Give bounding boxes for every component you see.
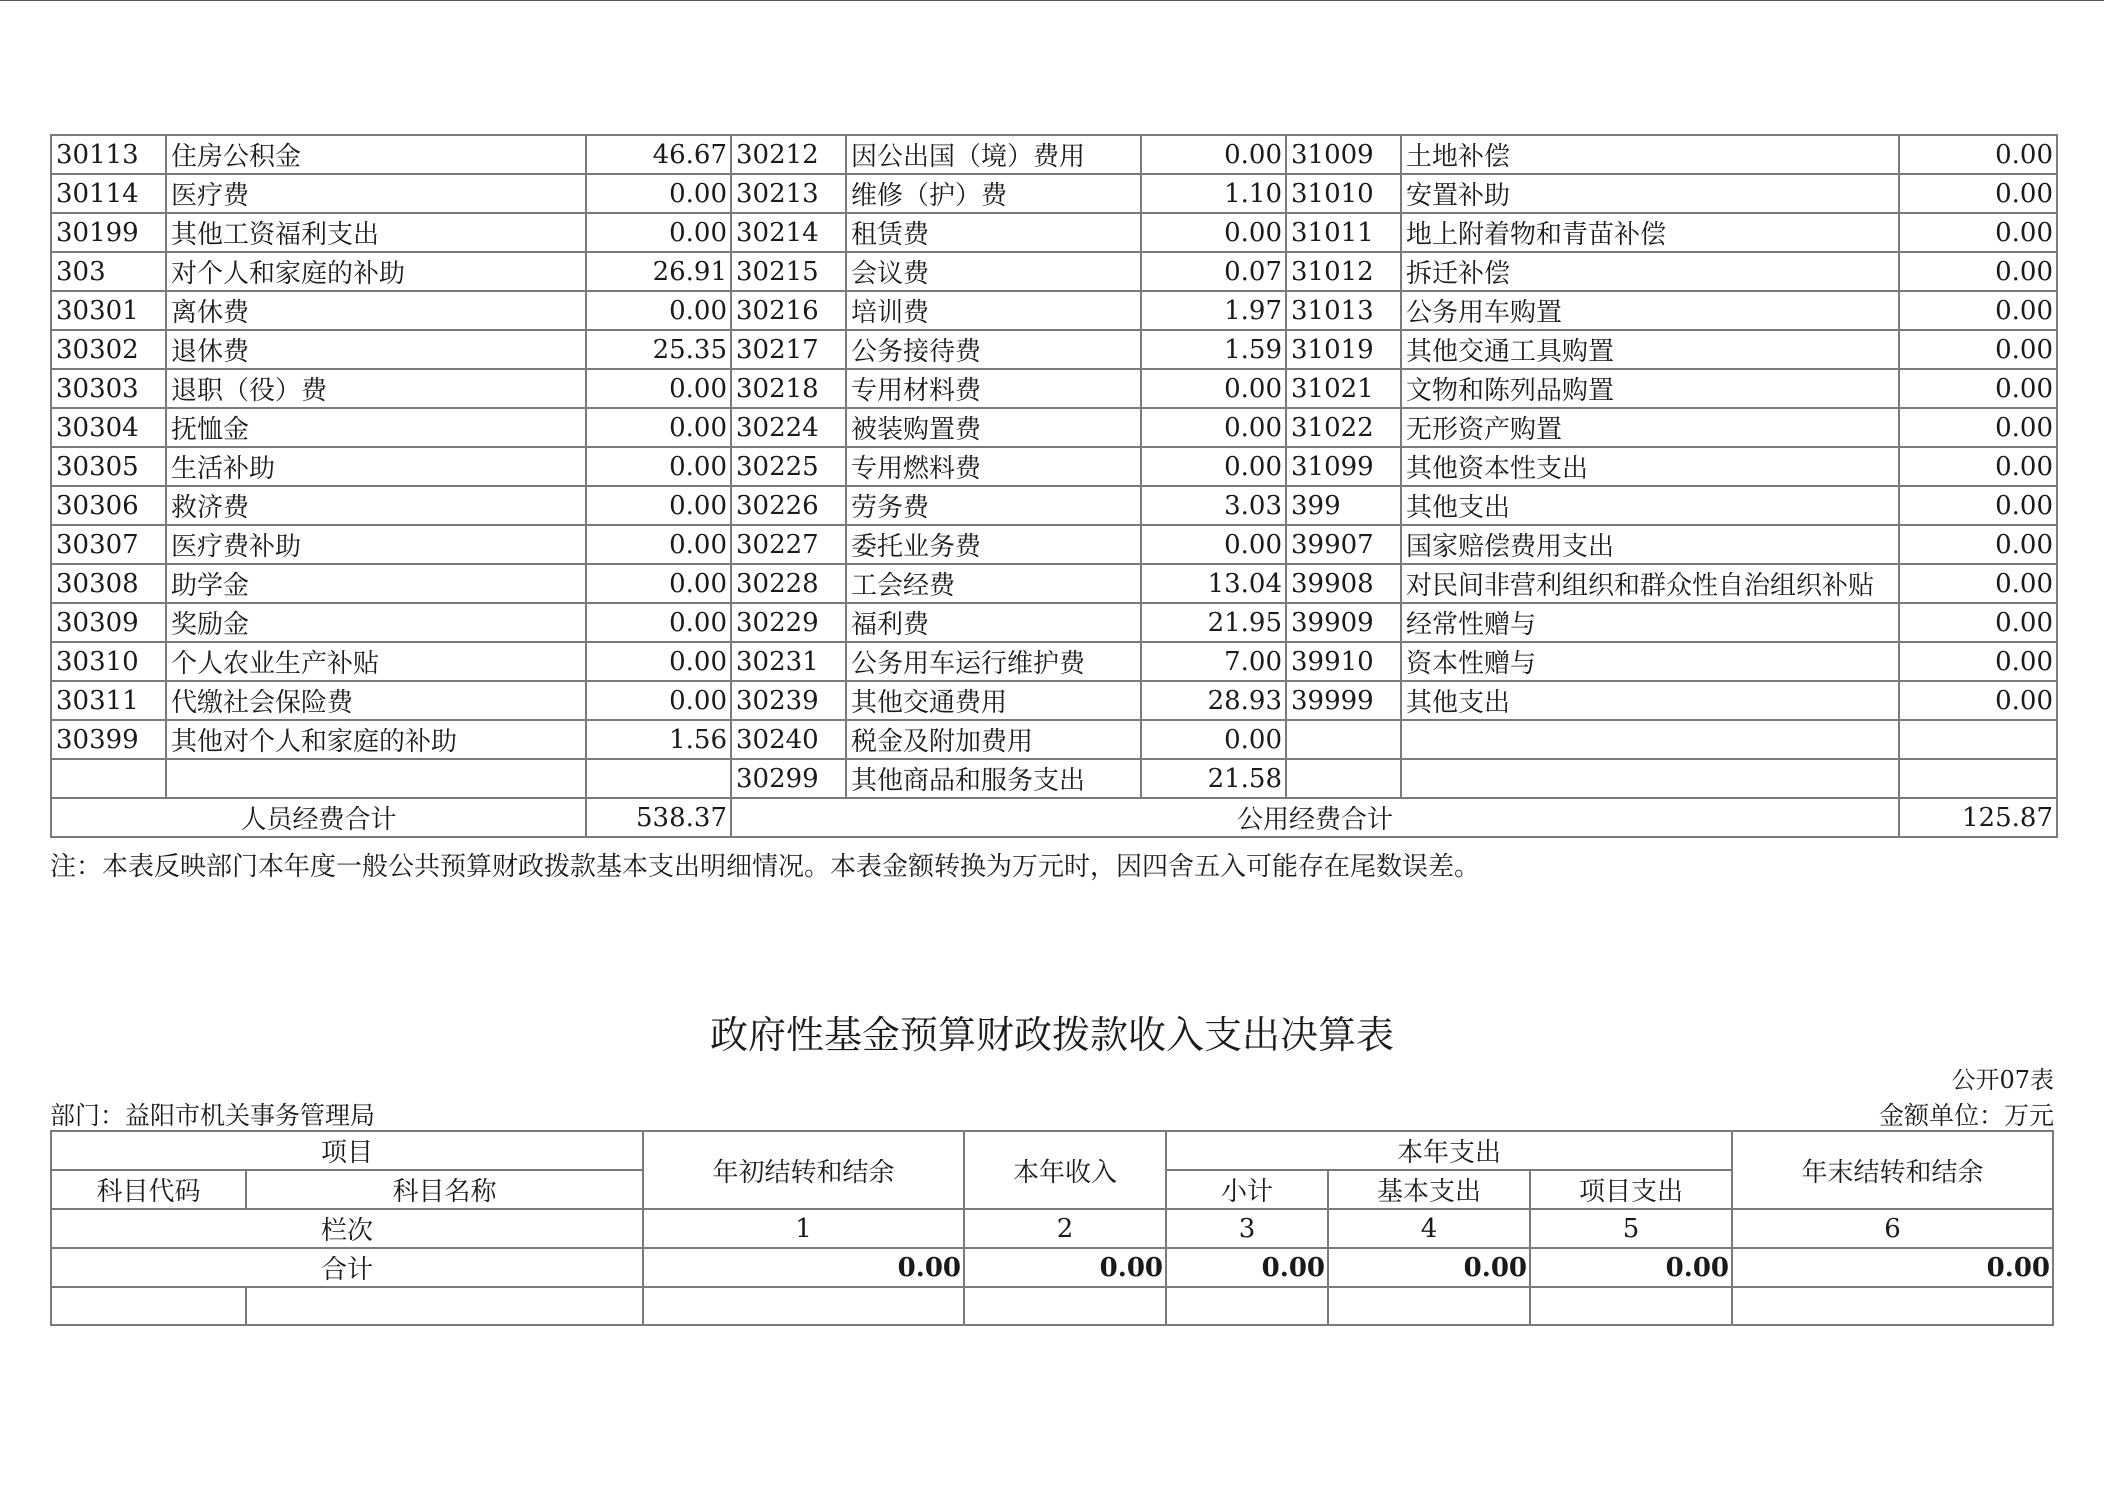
cell-name: 对民间非营利组织和群众性自治组织补贴 — [1401, 564, 1899, 603]
cell-code — [1286, 720, 1401, 759]
header-opening-balance: 年初结转和结余 — [643, 1131, 964, 1209]
header-subtotal: 小计 — [1166, 1170, 1328, 1209]
cell-name: 其他资本性支出 — [1401, 447, 1899, 486]
cell-name: 地上附着物和青苗补偿 — [1401, 213, 1899, 252]
cell-code: 39907 — [1286, 525, 1401, 564]
cell-code: 399 — [1286, 486, 1401, 525]
basic-expense-detail-table — [50, 134, 2058, 838]
cell-amount: 1.10 — [1141, 174, 1286, 213]
table-row — [51, 408, 2057, 447]
cell-code: 31013 — [1286, 291, 1401, 330]
cell-code: 30199 — [51, 213, 166, 252]
cell-amount: 0.00 — [1899, 291, 2057, 330]
cell-code: 30306 — [51, 486, 166, 525]
cell-code: 31019 — [1286, 330, 1401, 369]
cell-amount: 0.00 — [1899, 564, 2057, 603]
cell-code: 30399 — [51, 720, 166, 759]
table-row — [51, 681, 2057, 720]
header-row-1 — [51, 1131, 2053, 1170]
cell-amount: 46.67 — [586, 135, 731, 174]
cell-name: 土地补偿 — [1401, 135, 1899, 174]
empty-row — [51, 1287, 2053, 1325]
header-item: 项目 — [51, 1131, 643, 1170]
cell-name: 其他支出 — [1401, 486, 1899, 525]
cell-name: 奖励金 — [166, 603, 586, 642]
cell-name: 劳务费 — [846, 486, 1141, 525]
cell-code: 30310 — [51, 642, 166, 681]
column-number: 5 — [1530, 1209, 1732, 1248]
cell-amount: 0.00 — [1141, 369, 1286, 408]
header-subject-code: 科目代码 — [51, 1170, 246, 1209]
cell-name: 租赁费 — [846, 213, 1141, 252]
cell-name: 离休费 — [166, 291, 586, 330]
form-number: 公开07表 — [1951, 1066, 2054, 1094]
cell-name: 税金及附加费用 — [846, 720, 1141, 759]
cell-amount: 26.91 — [586, 252, 731, 291]
cell-amount: 0.00 — [586, 408, 731, 447]
cell-name — [1401, 720, 1899, 759]
cell-name: 退休费 — [166, 330, 586, 369]
cell-amount: 0.00 — [1899, 681, 2057, 720]
cell-code: 30215 — [731, 252, 846, 291]
cell-amount: 1.59 — [1141, 330, 1286, 369]
table-row — [51, 525, 2057, 564]
cell-name: 退职（役）费 — [166, 369, 586, 408]
cell-name: 会议费 — [846, 252, 1141, 291]
total-value: 0.00 — [964, 1248, 1166, 1287]
cell-name: 其他交通费用 — [846, 681, 1141, 720]
table-row — [51, 486, 2057, 525]
cell-code: 30114 — [51, 174, 166, 213]
cell-name: 因公出国（境）费用 — [846, 135, 1141, 174]
cell-amount: 0.00 — [1899, 525, 2057, 564]
cell-name: 福利费 — [846, 603, 1141, 642]
cell-amount: 0.00 — [586, 369, 731, 408]
cell-name: 其他商品和服务支出 — [846, 759, 1141, 798]
cell-amount — [1899, 759, 2057, 798]
cell-amount: 0.00 — [1141, 213, 1286, 252]
cell-code: 30225 — [731, 447, 846, 486]
total-label: 合计 — [51, 1248, 643, 1287]
cell-name: 住房公积金 — [166, 135, 586, 174]
cell-code: 39909 — [1286, 603, 1401, 642]
cell-code: 30224 — [731, 408, 846, 447]
cell-amount: 21.95 — [1141, 603, 1286, 642]
total-value: 0.00 — [1530, 1248, 1732, 1287]
cell-code: 30216 — [731, 291, 846, 330]
totals-row — [51, 798, 2057, 837]
cell-amount: 25.35 — [586, 330, 731, 369]
cell-code: 303 — [51, 252, 166, 291]
cell-code: 30227 — [731, 525, 846, 564]
cell-code: 39910 — [1286, 642, 1401, 681]
cell-amount: 0.00 — [1899, 213, 2057, 252]
header-subject-name: 科目名称 — [246, 1170, 643, 1209]
top-border-line — [0, 0, 2104, 1]
cell-name: 生活补助 — [166, 447, 586, 486]
cell-name: 助学金 — [166, 564, 586, 603]
cell-amount: 7.00 — [1141, 642, 1286, 681]
cell-amount: 0.00 — [1899, 486, 2057, 525]
empty-cell — [643, 1287, 964, 1325]
cell-name: 其他支出 — [1401, 681, 1899, 720]
cell-amount: 0.00 — [586, 603, 731, 642]
cell-amount: 13.04 — [1141, 564, 1286, 603]
personnel-total-value: 538.37 — [586, 798, 731, 837]
total-value: 0.00 — [1328, 1248, 1530, 1287]
cell-amount: 0.00 — [1141, 408, 1286, 447]
cell-amount: 0.00 — [1141, 447, 1286, 486]
header-basic: 基本支出 — [1328, 1170, 1530, 1209]
header-closing-balance: 年末结转和结余 — [1732, 1131, 2053, 1209]
basic-expense-rows — [51, 135, 2057, 798]
table-row — [51, 369, 2057, 408]
cell-amount: 0.00 — [1899, 408, 2057, 447]
cell-name: 经常性赠与 — [1401, 603, 1899, 642]
personnel-total-label: 人员经费合计 — [51, 798, 586, 837]
cell-name: 公务接待费 — [846, 330, 1141, 369]
cell-code: 31010 — [1286, 174, 1401, 213]
cell-amount — [586, 759, 731, 798]
cell-amount: 0.00 — [1899, 447, 2057, 486]
total-value: 0.00 — [1732, 1248, 2053, 1287]
cell-name: 培训费 — [846, 291, 1141, 330]
cell-name: 专用材料费 — [846, 369, 1141, 408]
total-row — [51, 1248, 2053, 1287]
cell-name: 委托业务费 — [846, 525, 1141, 564]
cell-code — [1286, 759, 1401, 798]
cell-name — [1401, 759, 1899, 798]
cell-code: 30303 — [51, 369, 166, 408]
cell-code — [51, 759, 166, 798]
table-row — [51, 330, 2057, 369]
cell-name: 安置补助 — [1401, 174, 1899, 213]
cell-code: 30213 — [731, 174, 846, 213]
cell-amount: 1.97 — [1141, 291, 1286, 330]
table-note: 注：本表反映部门本年度一般公共预算财政拨款基本支出明细情况。本表金额转换为万元时，因四舍五入可能存在尾数误差。 — [50, 852, 1481, 882]
cell-code: 30214 — [731, 213, 846, 252]
empty-cell — [246, 1287, 643, 1325]
public-total-value: 125.87 — [1899, 798, 2057, 837]
table-row — [51, 213, 2057, 252]
public-total-label: 公用经费合计 — [731, 798, 1899, 837]
column-number-label: 栏次 — [51, 1209, 643, 1248]
table-row — [51, 135, 2057, 174]
total-value: 0.00 — [1166, 1248, 1328, 1287]
cell-amount: 0.00 — [586, 447, 731, 486]
cell-amount: 0.07 — [1141, 252, 1286, 291]
header-income: 本年收入 — [964, 1131, 1166, 1209]
report-title: 政府性基金预算财政拨款收入支出决算表 — [709, 1013, 1394, 1057]
cell-code: 30212 — [731, 135, 846, 174]
cell-name: 被装购置费 — [846, 408, 1141, 447]
cell-amount: 0.00 — [1899, 135, 2057, 174]
cell-code: 30217 — [731, 330, 846, 369]
cell-code: 30299 — [731, 759, 846, 798]
cell-code: 31012 — [1286, 252, 1401, 291]
table-row — [51, 642, 2057, 681]
cell-amount: 3.03 — [1141, 486, 1286, 525]
cell-name: 拆迁补偿 — [1401, 252, 1899, 291]
cell-code: 30240 — [731, 720, 846, 759]
cell-name: 其他工资福利支出 — [166, 213, 586, 252]
cell-name: 救济费 — [166, 486, 586, 525]
column-number: 6 — [1732, 1209, 2053, 1248]
cell-name: 公务用车运行维护费 — [846, 642, 1141, 681]
empty-cell — [51, 1287, 246, 1325]
cell-amount — [1899, 720, 2057, 759]
cell-amount: 1.56 — [586, 720, 731, 759]
header-project: 项目支出 — [1530, 1170, 1732, 1209]
cell-amount: 0.00 — [1141, 720, 1286, 759]
cell-code: 30308 — [51, 564, 166, 603]
cell-amount: 0.00 — [1899, 369, 2057, 408]
cell-name: 医疗费补助 — [166, 525, 586, 564]
empty-cell — [1328, 1287, 1530, 1325]
table-row — [51, 603, 2057, 642]
cell-amount: 0.00 — [1141, 525, 1286, 564]
column-number: 4 — [1328, 1209, 1530, 1248]
cell-amount: 0.00 — [1899, 174, 2057, 213]
cell-amount: 0.00 — [1899, 330, 2057, 369]
cell-code: 30309 — [51, 603, 166, 642]
column-number: 1 — [643, 1209, 964, 1248]
cell-name: 资本性赠与 — [1401, 642, 1899, 681]
cell-name: 对个人和家庭的补助 — [166, 252, 586, 291]
cell-amount: 0.00 — [586, 291, 731, 330]
cell-code: 30226 — [731, 486, 846, 525]
empty-cell — [1530, 1287, 1732, 1325]
column-number: 3 — [1166, 1209, 1328, 1248]
cell-code: 31099 — [1286, 447, 1401, 486]
cell-amount: 0.00 — [586, 642, 731, 681]
empty-cell — [964, 1287, 1166, 1325]
cell-code: 30301 — [51, 291, 166, 330]
cell-amount: 0.00 — [1141, 135, 1286, 174]
cell-code: 31011 — [1286, 213, 1401, 252]
cell-code: 30305 — [51, 447, 166, 486]
cell-code: 30113 — [51, 135, 166, 174]
cell-name: 公务用车购置 — [1401, 291, 1899, 330]
cell-name: 无形资产购置 — [1401, 408, 1899, 447]
cell-amount: 28.93 — [1141, 681, 1286, 720]
table-row — [51, 174, 2057, 213]
table-row — [51, 720, 2057, 759]
cell-name: 其他对个人和家庭的补助 — [166, 720, 586, 759]
cell-name: 医疗费 — [166, 174, 586, 213]
table-row — [51, 252, 2057, 291]
table-row — [51, 759, 2057, 798]
column-number-row — [51, 1209, 2053, 1248]
cell-name: 个人农业生产补贴 — [166, 642, 586, 681]
column-number: 2 — [964, 1209, 1166, 1248]
cell-code: 39908 — [1286, 564, 1401, 603]
cell-amount: 0.00 — [586, 174, 731, 213]
cell-name: 专用燃料费 — [846, 447, 1141, 486]
cell-code: 30239 — [731, 681, 846, 720]
cell-code: 30218 — [731, 369, 846, 408]
cell-name — [166, 759, 586, 798]
cell-code: 31009 — [1286, 135, 1401, 174]
header-expense: 本年支出 — [1166, 1131, 1732, 1170]
cell-code: 30307 — [51, 525, 166, 564]
cell-amount: 0.00 — [1899, 603, 2057, 642]
cell-amount: 0.00 — [586, 525, 731, 564]
cell-amount: 21.58 — [1141, 759, 1286, 798]
cell-code: 30302 — [51, 330, 166, 369]
cell-code: 30231 — [731, 642, 846, 681]
cell-name: 维修（护）费 — [846, 174, 1141, 213]
cell-amount: 0.00 — [586, 681, 731, 720]
cell-name: 工会经费 — [846, 564, 1141, 603]
cell-code: 30304 — [51, 408, 166, 447]
total-value: 0.00 — [643, 1248, 964, 1287]
cell-amount: 0.00 — [586, 486, 731, 525]
cell-name: 国家赔偿费用支出 — [1401, 525, 1899, 564]
cell-name: 抚恤金 — [166, 408, 586, 447]
cell-name: 代缴社会保险费 — [166, 681, 586, 720]
amount-unit-label: 金额单位：万元 — [1878, 1101, 2054, 1130]
department-label: 部门：益阳市机关事务管理局 — [50, 1101, 376, 1130]
cell-name: 文物和陈列品购置 — [1401, 369, 1899, 408]
table-row — [51, 291, 2057, 330]
cell-code: 30228 — [731, 564, 846, 603]
cell-name: 其他交通工具购置 — [1401, 330, 1899, 369]
cell-code: 39999 — [1286, 681, 1401, 720]
cell-amount: 0.00 — [586, 564, 731, 603]
empty-cell — [1732, 1287, 2053, 1325]
cell-code: 31021 — [1286, 369, 1401, 408]
table-row — [51, 564, 2057, 603]
empty-cell — [1166, 1287, 1328, 1325]
cell-amount: 0.00 — [1899, 252, 2057, 291]
cell-amount: 0.00 — [586, 213, 731, 252]
cell-code: 30229 — [731, 603, 846, 642]
cell-code: 30311 — [51, 681, 166, 720]
government-fund-table — [50, 1130, 2054, 1326]
table-row — [51, 447, 2057, 486]
cell-code: 31022 — [1286, 408, 1401, 447]
cell-amount: 0.00 — [1899, 642, 2057, 681]
